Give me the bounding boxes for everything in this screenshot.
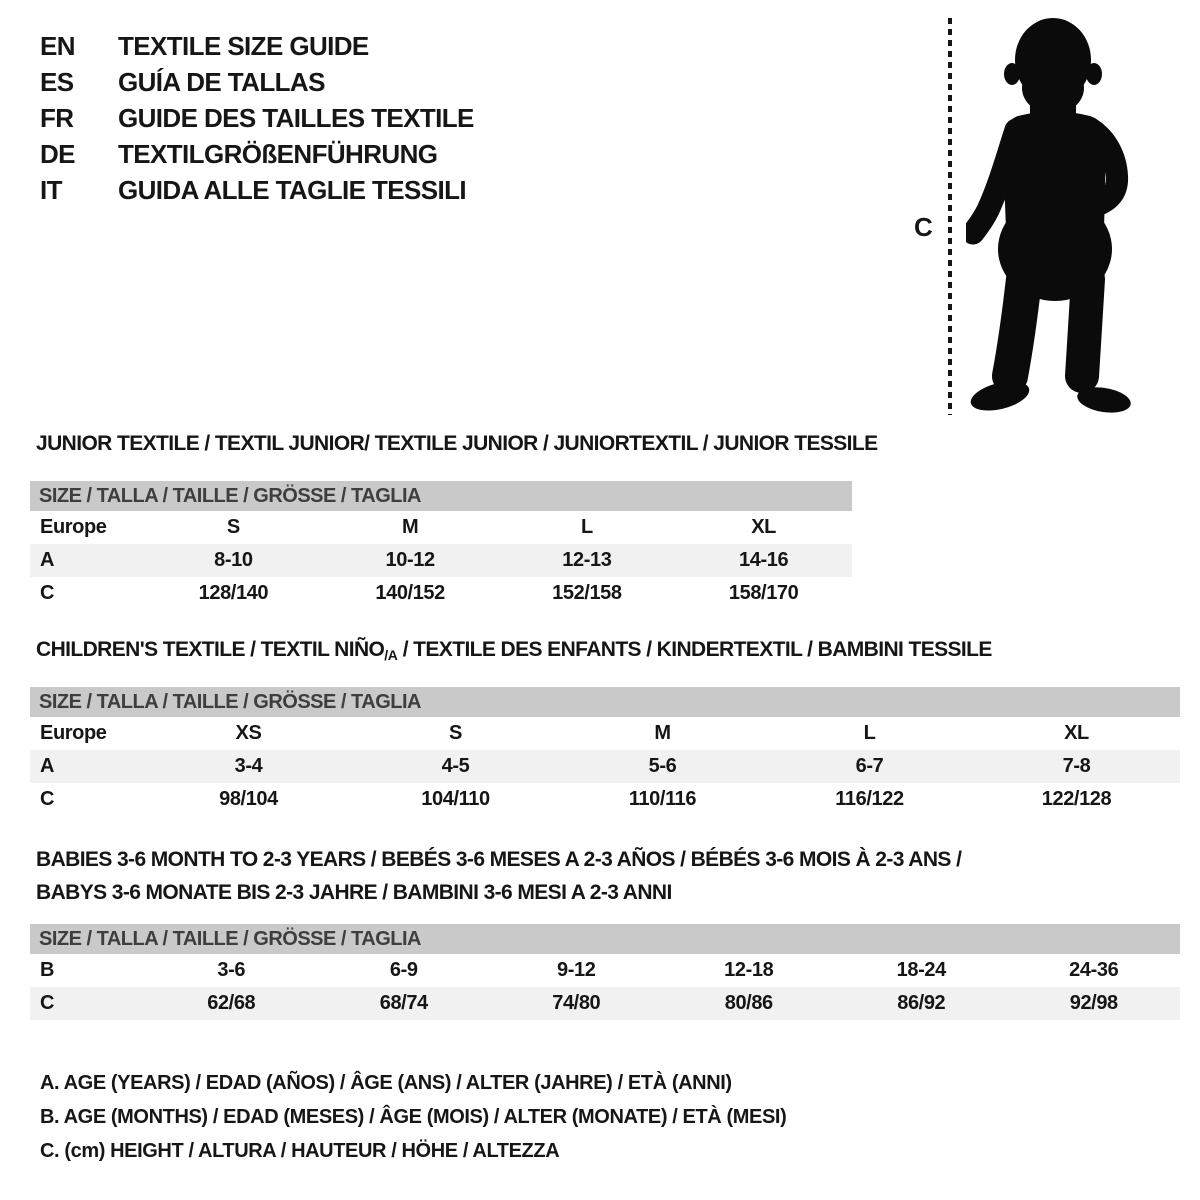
size-cell: XL — [1064, 722, 1089, 744]
legend-line-a: A. AGE (YEARS) / EDAD (AÑOS) / ÂGE (ANS) / ALTER (JAHRE) / ETÀ (ANNI) — [40, 1072, 732, 1094]
table-row-europe — [30, 511, 852, 544]
height-cell: 80/86 — [724, 992, 773, 1014]
age-cell: 10-12 — [385, 549, 435, 571]
babies-size-header-bar: SIZE / TALLA / TAILLE / GRÖSSE / TAGLIA — [30, 924, 1180, 954]
age-cell: 8-10 — [214, 549, 253, 571]
height-cell: 98/104 — [219, 788, 278, 810]
height-cell: 158/170 — [728, 582, 799, 604]
height-cell: 140/152 — [375, 582, 445, 604]
language-row-es — [40, 64, 474, 100]
language-label: TEXTILE SIZE GUIDE — [118, 30, 369, 61]
toddler-silhouette-image — [966, 14, 1138, 414]
size-cell: S — [449, 722, 462, 744]
babies-section-title — [36, 843, 961, 909]
row-label: A — [40, 549, 55, 571]
children-size-table — [30, 717, 1180, 816]
age-cell: 3-4 — [234, 755, 263, 777]
junior-size-table — [30, 511, 852, 610]
age-cell: 12-13 — [562, 549, 612, 571]
language-row-it — [40, 172, 474, 208]
height-measure-label: C — [914, 212, 933, 242]
size-cell: M — [401, 516, 419, 538]
children-section-title — [36, 638, 992, 663]
legend-line-c: C. (cm) HEIGHT / ALTURA / HAUTEUR / HÖHE / ALTEZZA — [40, 1140, 560, 1162]
height-cell: 152/158 — [552, 582, 622, 604]
months-cell: 12-18 — [724, 959, 774, 981]
age-cell: 14-16 — [739, 549, 789, 571]
row-label: C — [40, 992, 55, 1014]
size-cell: L — [580, 516, 593, 538]
height-cell: 74/80 — [552, 992, 601, 1014]
height-dashed-line — [948, 18, 952, 415]
height-cell: 110/116 — [628, 788, 697, 810]
language-label: GUIDE DES TAILLES TEXTILE — [118, 102, 474, 133]
height-cell: 116/122 — [835, 788, 904, 810]
junior-size-header-bar: SIZE / TALLA / TAILLE / GRÖSSE / TAGLIA — [30, 481, 852, 511]
table-row-age — [30, 750, 1180, 783]
language-label: GUIDA ALLE TAGLIE TESSILI — [118, 174, 467, 205]
size-cell: XS — [235, 722, 262, 744]
row-label: C — [40, 788, 55, 810]
table-row-months — [30, 954, 1180, 987]
height-cell: 62/68 — [207, 992, 256, 1014]
age-cell: 5-6 — [648, 755, 677, 777]
months-cell: 18-24 — [896, 959, 946, 981]
size-cell: S — [226, 516, 240, 538]
children-title-prefix: CHILDREN'S TEXTILE / TEXTIL NIÑO — [36, 638, 385, 661]
language-code: ES — [40, 66, 74, 97]
height-cell: 86/92 — [897, 992, 946, 1014]
babies-size-table — [30, 954, 1180, 1020]
row-label: Europe — [40, 516, 107, 538]
table-row-height — [30, 987, 1180, 1020]
height-cell: 104/110 — [421, 788, 490, 810]
language-row-de — [40, 136, 474, 172]
row-label: A — [40, 755, 55, 777]
language-label: GUÍA DE TALLAS — [118, 66, 325, 97]
size-cell: XL — [751, 516, 776, 538]
table-row-height — [30, 783, 1180, 816]
babies-title-line1: BABIES 3-6 MONTH TO 2-3 YEARS / BEBÉS 3-6 MESES A 2-3 AÑOS / BÉBÉS 3-6 MOIS À 2-3 ANS / — [36, 848, 962, 871]
babies-title-line2: BABYS 3-6 MONATE BIS 2-3 JAHRE / BAMBINI 3-6 MESI A 2-3 ANNI — [36, 881, 672, 904]
junior-section-title: JUNIOR TEXTILE / TEXTIL JUNIOR/ TEXTILE JUNIOR / JUNIORTEXTIL / JUNIOR TESSILE — [36, 432, 878, 455]
row-label: Europe — [40, 722, 107, 744]
table-row-age — [30, 544, 852, 577]
language-code: DE — [40, 138, 75, 169]
row-label: C — [40, 582, 55, 604]
height-cell: 128/140 — [198, 582, 269, 604]
height-cell: 122/128 — [1041, 788, 1112, 810]
legend-line-b: B. AGE (MONTHS) / EDAD (MESES) / ÂGE (MOIS) / ALTER (MONATE) / ETÀ (MESI) — [40, 1106, 787, 1128]
months-cell: 9-12 — [557, 959, 596, 981]
legend — [40, 1066, 786, 1168]
size-cell: M — [654, 722, 671, 744]
table-row-height — [30, 577, 852, 610]
language-label: TEXTILGRÖßENFÜHRUNG — [118, 138, 438, 169]
age-cell: 4-5 — [441, 755, 470, 777]
height-cell: 92/98 — [1069, 992, 1118, 1014]
size-cell: L — [863, 722, 876, 744]
age-cell: 7-8 — [1062, 755, 1091, 777]
language-list — [40, 28, 474, 208]
language-code: EN — [40, 30, 75, 61]
months-cell: 6-9 — [389, 959, 418, 981]
age-cell: 6-7 — [855, 755, 884, 777]
language-row-en — [40, 28, 474, 64]
row-label: B — [40, 959, 55, 981]
language-row-fr — [40, 100, 474, 136]
months-cell: 24-36 — [1069, 959, 1119, 981]
children-title-suffix: / TEXTILE DES ENFANTS / KINDERTEXTIL / BAMBINI TESSILE — [397, 638, 992, 661]
height-cell: 68/74 — [379, 992, 428, 1014]
language-code: FR — [40, 102, 74, 133]
children-size-header-bar: SIZE / TALLA / TAILLE / GRÖSSE / TAGLIA — [30, 687, 1180, 717]
months-cell: 3-6 — [217, 959, 246, 981]
children-title-sub: /A — [384, 647, 398, 663]
table-row-europe — [30, 717, 1180, 750]
language-code: IT — [40, 174, 62, 205]
